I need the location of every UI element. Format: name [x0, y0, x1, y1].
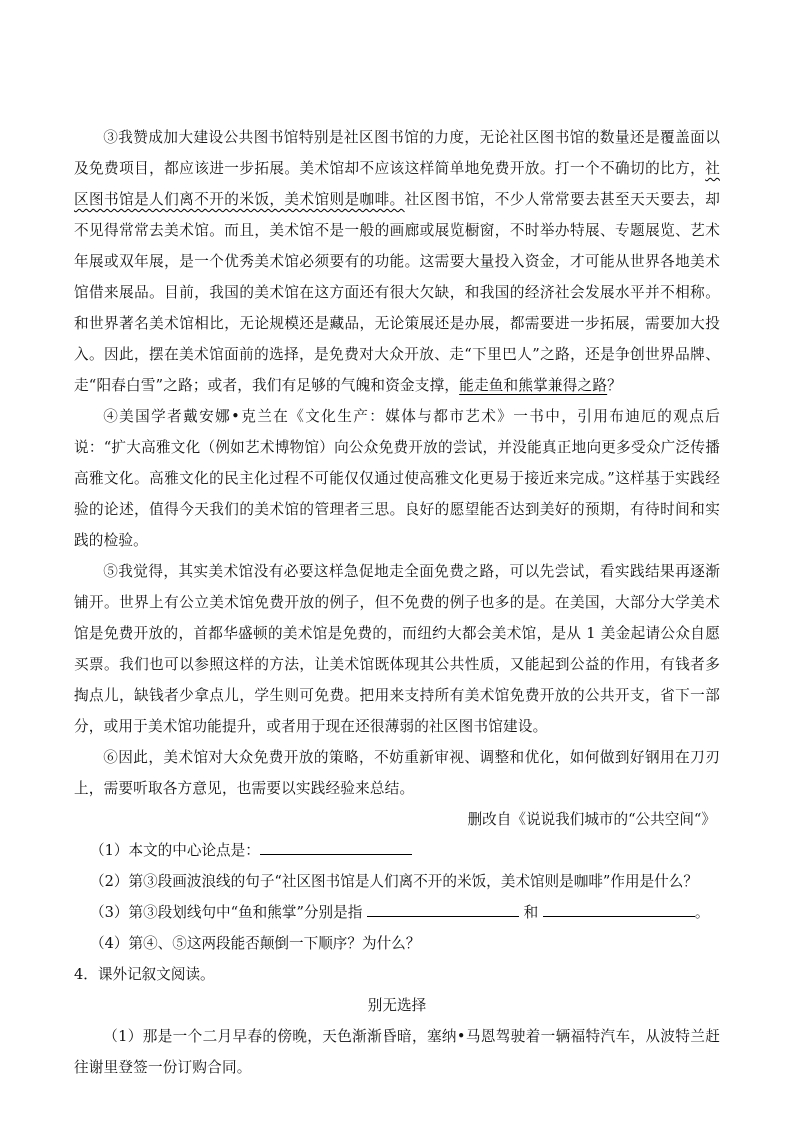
- story-paragraph-1: （1）那是一个二月早春的傍晚，天色渐渐昏暗，塞纳•马恩驾驶着一辆福特汽车，从波特兰赶往谢里登签一份订购合同。: [74, 1028, 720, 1076]
- answer-blank-1[interactable]: [260, 838, 412, 855]
- question-3: [74, 897, 720, 928]
- question-3-text-a: （3）第③段划线句中“鱼和熊掌”分别是指: [90, 904, 367, 921]
- question-1-text: （1）本文的中心论点是：: [90, 842, 260, 859]
- paragraph-6: ⑥因此，美术馆对大众免费开放的策略，不妨重新审视、调整和优化，如何做到好钢用在刀刃上，需要听取各方意见，也需要以实践经验来总结。: [74, 749, 720, 797]
- paragraph-3-text-a: ③我赞成加大建设公共图书馆特别是社区图书馆的力度，无论社区图书馆的数量还是覆盖面以及免费项目，都应该进一步拓展。美术馆却不应该这样简单地免费开放。打一个不确切的比方，: [74, 129, 720, 177]
- question-3-text-b: 和: [518, 904, 543, 921]
- question-3-text-c: 。: [694, 904, 710, 921]
- paragraph-3-text-c: ？: [607, 377, 622, 394]
- question-2: （2）第③段画波浪线的句子“社区图书馆是人们离不开的米饭，美术馆则是咖啡”作用是什么？: [90, 873, 698, 890]
- answer-blank-3[interactable]: [543, 900, 695, 917]
- question-4: （4）第④、⑤这两段能否颠倒一下顺序？为什么？: [90, 935, 421, 952]
- document-page: [74, 122, 720, 1083]
- section-4-heading: 4．课外记叙文阅读。: [74, 966, 215, 983]
- paragraph-5: ⑤我觉得，其实美术馆没有必要这样急促地走全面免费之路，可以先尝试，看实践结果再逐渐铺开。世界上有公立美术馆免费开放的例子，但不免费的例子也多的是。在美国，大部分大学美术馆是免费开放的，首都华盛顿的美术馆是免费的，而纽约大都会美术馆，是从 1 美金起请公众自愿买票。我们也可以参照这样的方法，让美术馆既体现其公共性质，又能起到公益的作用，有钱者多掏点儿，缺钱者少拿点儿，学生则可免费。把用来支持所有美术馆免费开放的公共开支，省下一部分，或用于美术馆功能提升，或者用于现在还很薄弱的社区图书馆建设。: [74, 563, 720, 735]
- wavy-underlined-sentence: 社区图书馆是人们离不开的米饭，美术馆则是咖啡。: [74, 160, 720, 208]
- answer-blank-2[interactable]: [367, 900, 519, 917]
- question-1: [74, 835, 720, 866]
- story-title: 别无选择: [367, 997, 427, 1014]
- underlined-phrase: 能走鱼和熊掌兼得之路: [459, 377, 608, 394]
- source-citation: 删改自《说说我们城市的“公共空间“》: [467, 811, 716, 828]
- paragraph-3-text-b: 社区图书馆，不少人常常要去甚至天天要去，却不见得常常去美术馆。而且，美术馆不是一般的画廊或展览橱窗，不时举办特展、专题展览、艺术年展或双年展，是一个优秀美术馆必须要有的功能。这需要大量投入资金，才可能从世界各地美术馆借来展品。目前，我国的美术馆在这方面还有很大欠缺，和我国的经济社会发展水平并不相称。和世界著名美术馆相比，无论规模还是藏品，无论策展还是办展，都需要进一步拓展，需要加大投入。因此，摆在美术馆面前的选择，是免费对大众开放、走“下里巴人”之路，还是争创世界品牌、走“阳春白雪”之路；或者，我们有足够的气魄和资金支撑，: [74, 191, 721, 394]
- paragraph-3: [74, 122, 720, 401]
- paragraph-4: ④美国学者戴安娜•克兰在《文化生产：媒体与都市艺术》一书中，引用布迪厄的观点后说：“扩大高雅文化（例如艺术博物馆）向公众免费开放的尝试，并没能真正地向更多受众广泛传播高雅文化。高雅文化的民主化过程不可能仅仅通过使高雅文化更易于接近来完成。”这样基于实践经验的论述，值得今天我们的美术馆的管理者三思。良好的愿望能否达到美好的预期，有待时间和实践的检验。: [74, 408, 720, 549]
